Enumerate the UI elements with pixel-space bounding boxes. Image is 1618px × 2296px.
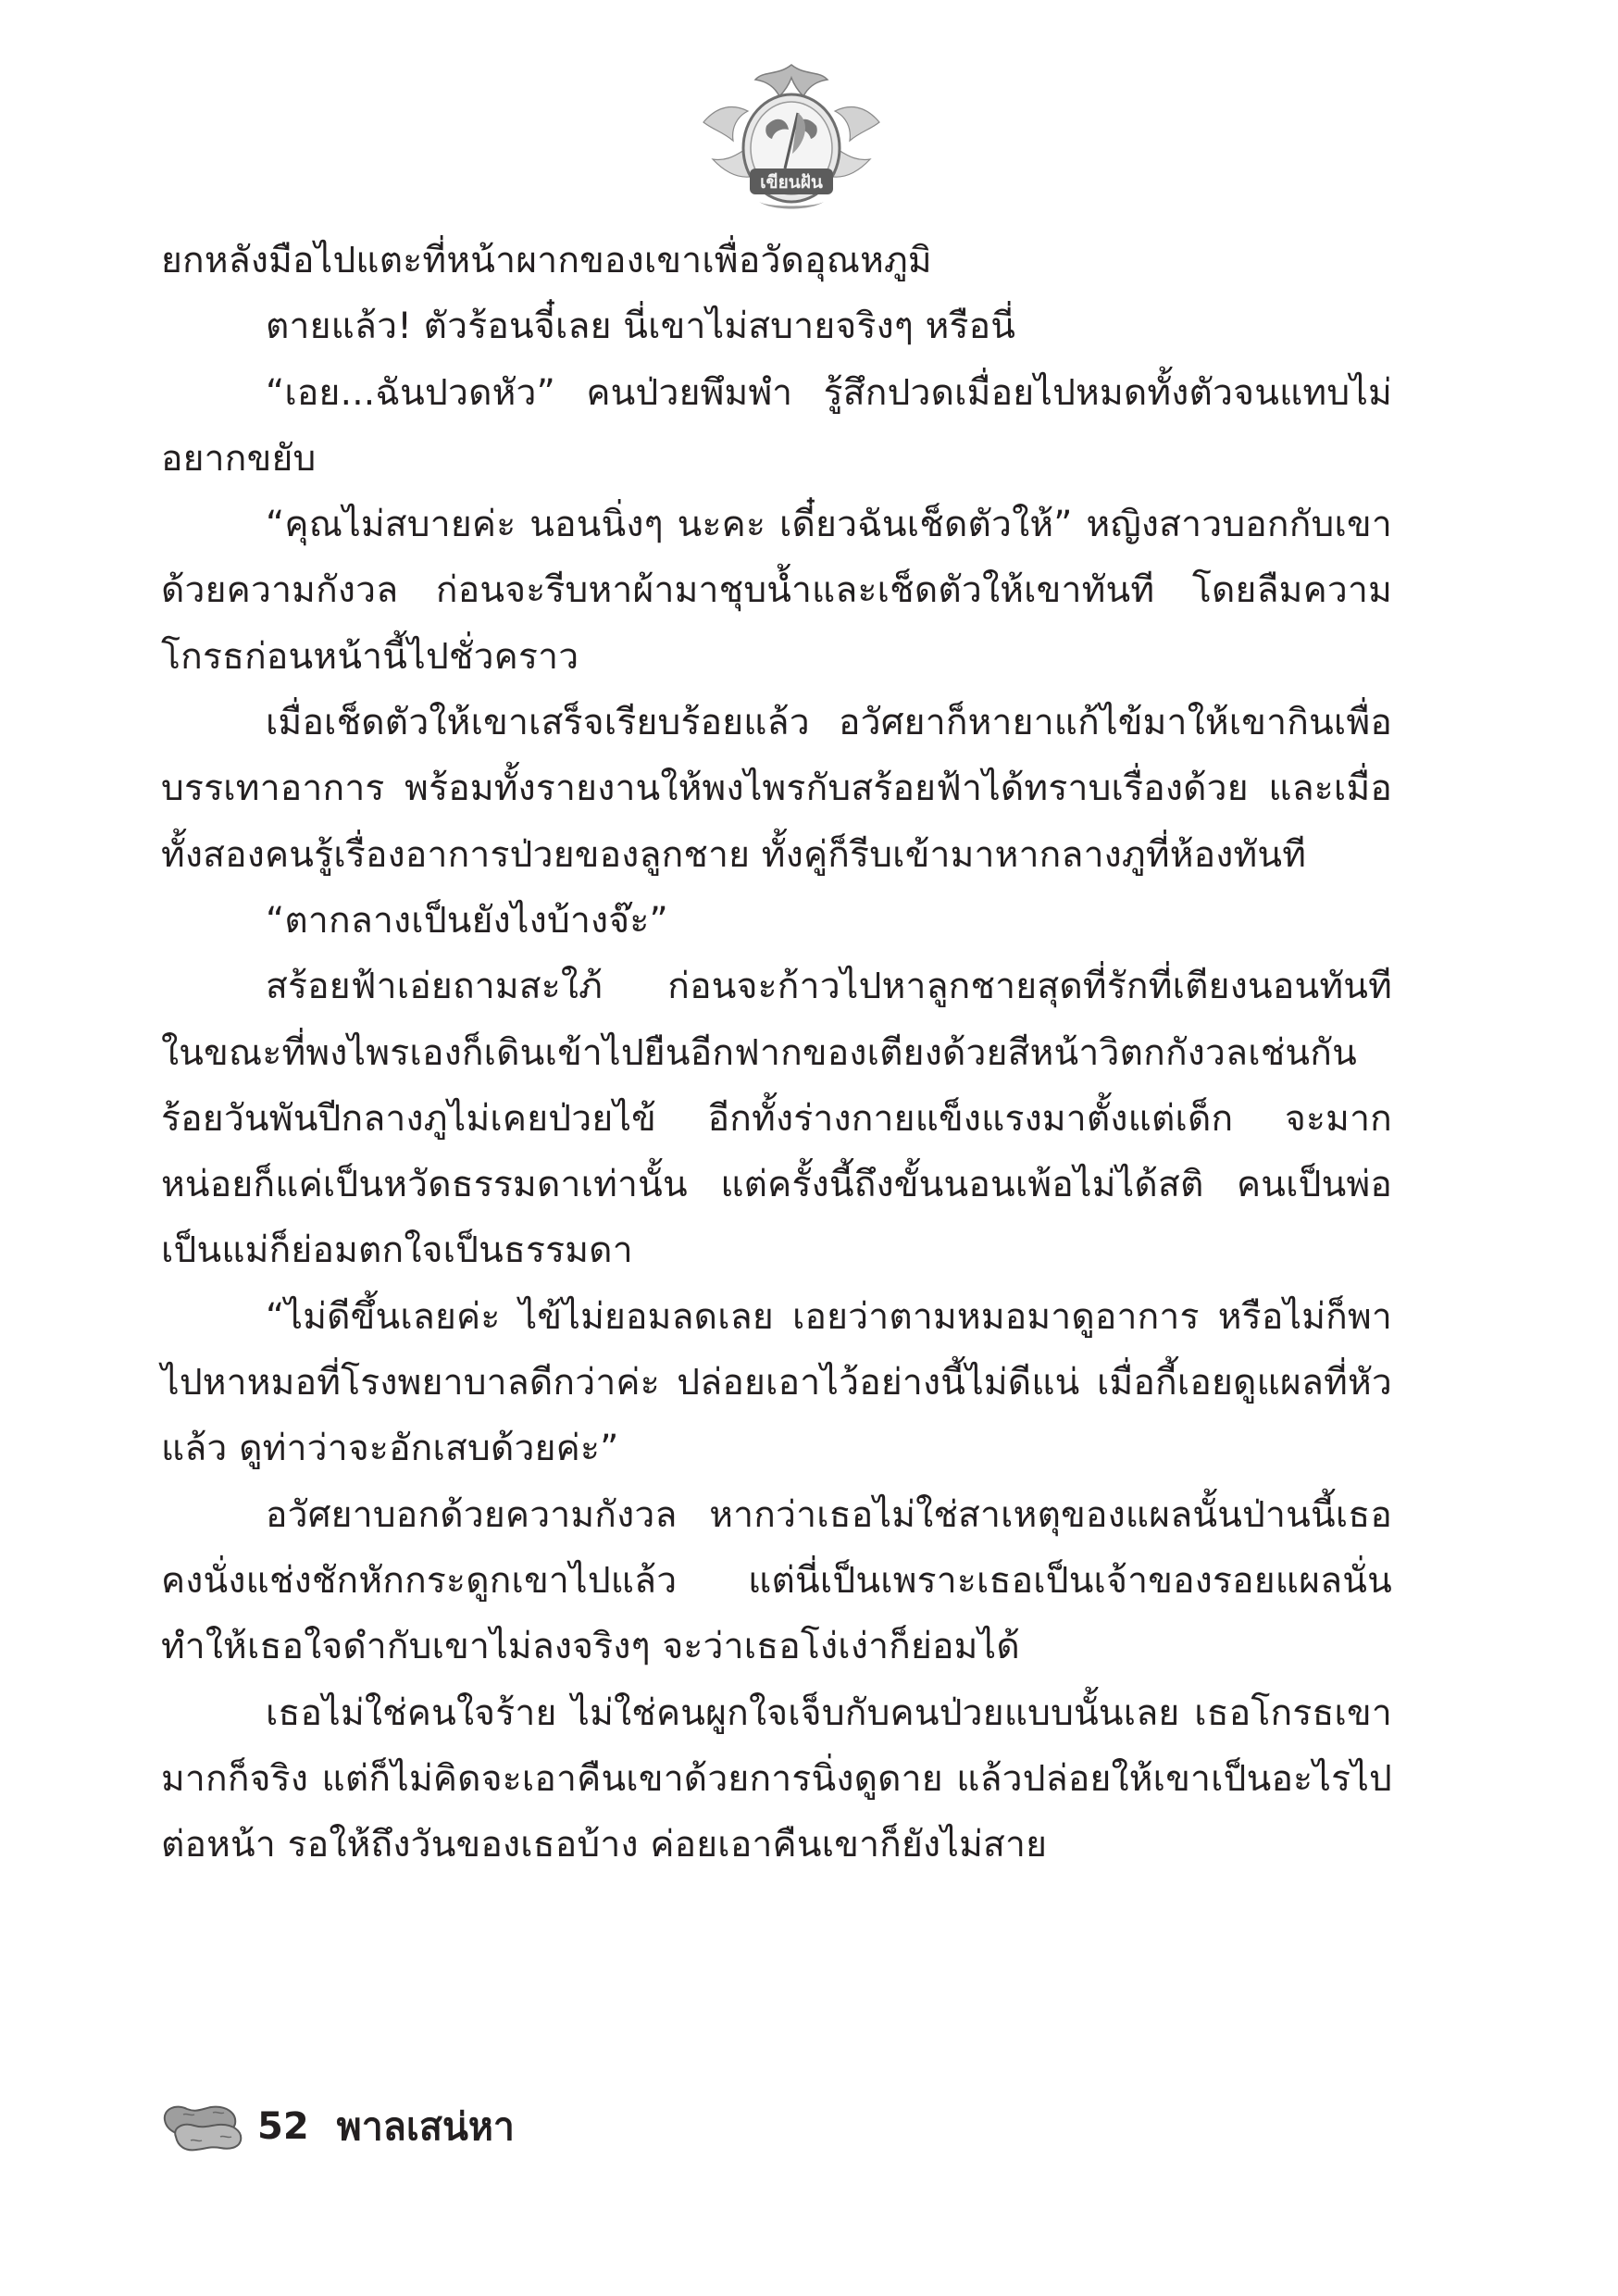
page-footer — [159, 2094, 515, 2159]
paragraph: “ตากลางเป็นยังไงบ้างจ๊ะ” — [266, 899, 668, 942]
page-number: 52 — [257, 2105, 309, 2148]
paragraph: ตายแล้ว! ตัวร้อนจี๋เลย นี่เขาไม่สบายจริงๆ หรือนี่ — [266, 306, 1016, 348]
paragraph: อวัศยาบอกด้วยความกังวล หากว่าเธอไม่ใช่สาเหตุของแผลนั้นป่านนี้เธอคงนั่งแช่งชักหักกระดูกเขาไปแล้ว แต่นี่เป็นเพราะเธอเป็นเจ้าของรอยแผลนั่น ทำให้เธอใจดำกับเขาไม่ลงจริงๆ จะว่าเธอโง่เง่าก็ย่อมได้ — [161, 1493, 1392, 1668]
paragraph: “ไม่ดีขึ้นเลยค่ะ ไข้ไม่ยอมลดเลย เอยว่าตามหมอมาดูอาการ หรือไม่ก็พาไปหาหมอที่โรงพยาบาลดีกว่าค่ะ ปล่อยเอาไว้อย่างนี้ไม่ดีแน่ เมื่อกี้เอยดูแผลที่หัวแล้ว ดูท่าว่าจะอักเสบด้วยค่ะ” — [161, 1295, 1392, 1470]
paragraph: สร้อยฟ้าเอ่ยถามสะใภ้ ก่อนจะก้าวไปหาลูกชายสุดที่รักที่เตียงนอนทันที ในขณะที่พงไพรเองก็เดินเข้าไปยืนอีกฟากของเตียงด้วยสีหน้าวิตกกังวลเช่นกัน ร้อยวันพันปีกลางภูไม่เคยป่วยไข้ อีกทั้งร่างกายแข็งแรงมาตั้งแต่เด็ก จะมากหน่อยก็แค่เป็นหวัดธรรมดาเท่านั้น แต่ครั้งนี้ถึงขั้นนอนเพ้อไม่ได้สติ คนเป็นพ่อเป็นแม่ก็ย่อมตกใจเป็นธรรมดา — [161, 966, 1392, 1272]
ornamental-crest-icon — [676, 57, 907, 217]
paragraph: “เอย...ฉันปวดหัว” คนป่วยพึมพำ รู้สึกปวดเมื่อยไปหมดทั้งตัวจนแทบไม่อยากขยับ — [161, 371, 1392, 480]
paragraph: ยกหลังมือไปแตะที่หน้าผากของเขาเพื่อวัดอุณหภูมิ — [161, 240, 932, 281]
paragraph: เมื่อเช็ดตัวให้เขาเสร็จเรียบร้อยแล้ว อวัศยาก็หายาแก้ไข้มาให้เขากินเพื่อบรรเทาอาการ พร้อมทั้งรายงานให้พงไพรกับสร้อยฟ้าได้ทราบเรื่องด้วย และเมื่อทั้งสองคนรู้เรื่องอาการป่วยของลูกชาย ทั้งคู่ก็รีบเข้ามาหากลางภูที่ห้องทันที — [161, 702, 1392, 876]
book-title: พาลเสน่หา — [336, 2103, 515, 2149]
paragraph: “คุณไม่สบายค่ะ นอนนิ่งๆ นะคะ เดี๋ยวฉันเช็ดตัวให้” หญิงสาวบอกกับเขาด้วยความกังวล ก่อนจะรีบหาผ้ามาชุบน้ำและเช็ดตัวให้เขาทันที โดยลืมความโกรธก่อนหน้านี้ไปชั่วคราว — [161, 504, 1392, 678]
emblem-text: เขียนฝัน — [760, 172, 823, 193]
body-text — [161, 228, 1392, 1878]
peanut-icon — [159, 2100, 244, 2153]
paragraph: เธอไม่ใช่คนใจร้าย ไม่ใช่คนผูกใจเจ็บกับคนป่วยแบบนั้นเลย เธอโกรธเขามากก็จริง แต่ก็ไม่คิดจะเอาคืนเขาด้วยการนิ่งดูดาย แล้วปล่อยให้เขาเป็นอะไรไปต่อหน้า รอให้ถึงวันของเธอบ้าง ค่อยเอาคืนเขาก็ยังไม่สาย — [161, 1691, 1392, 1866]
